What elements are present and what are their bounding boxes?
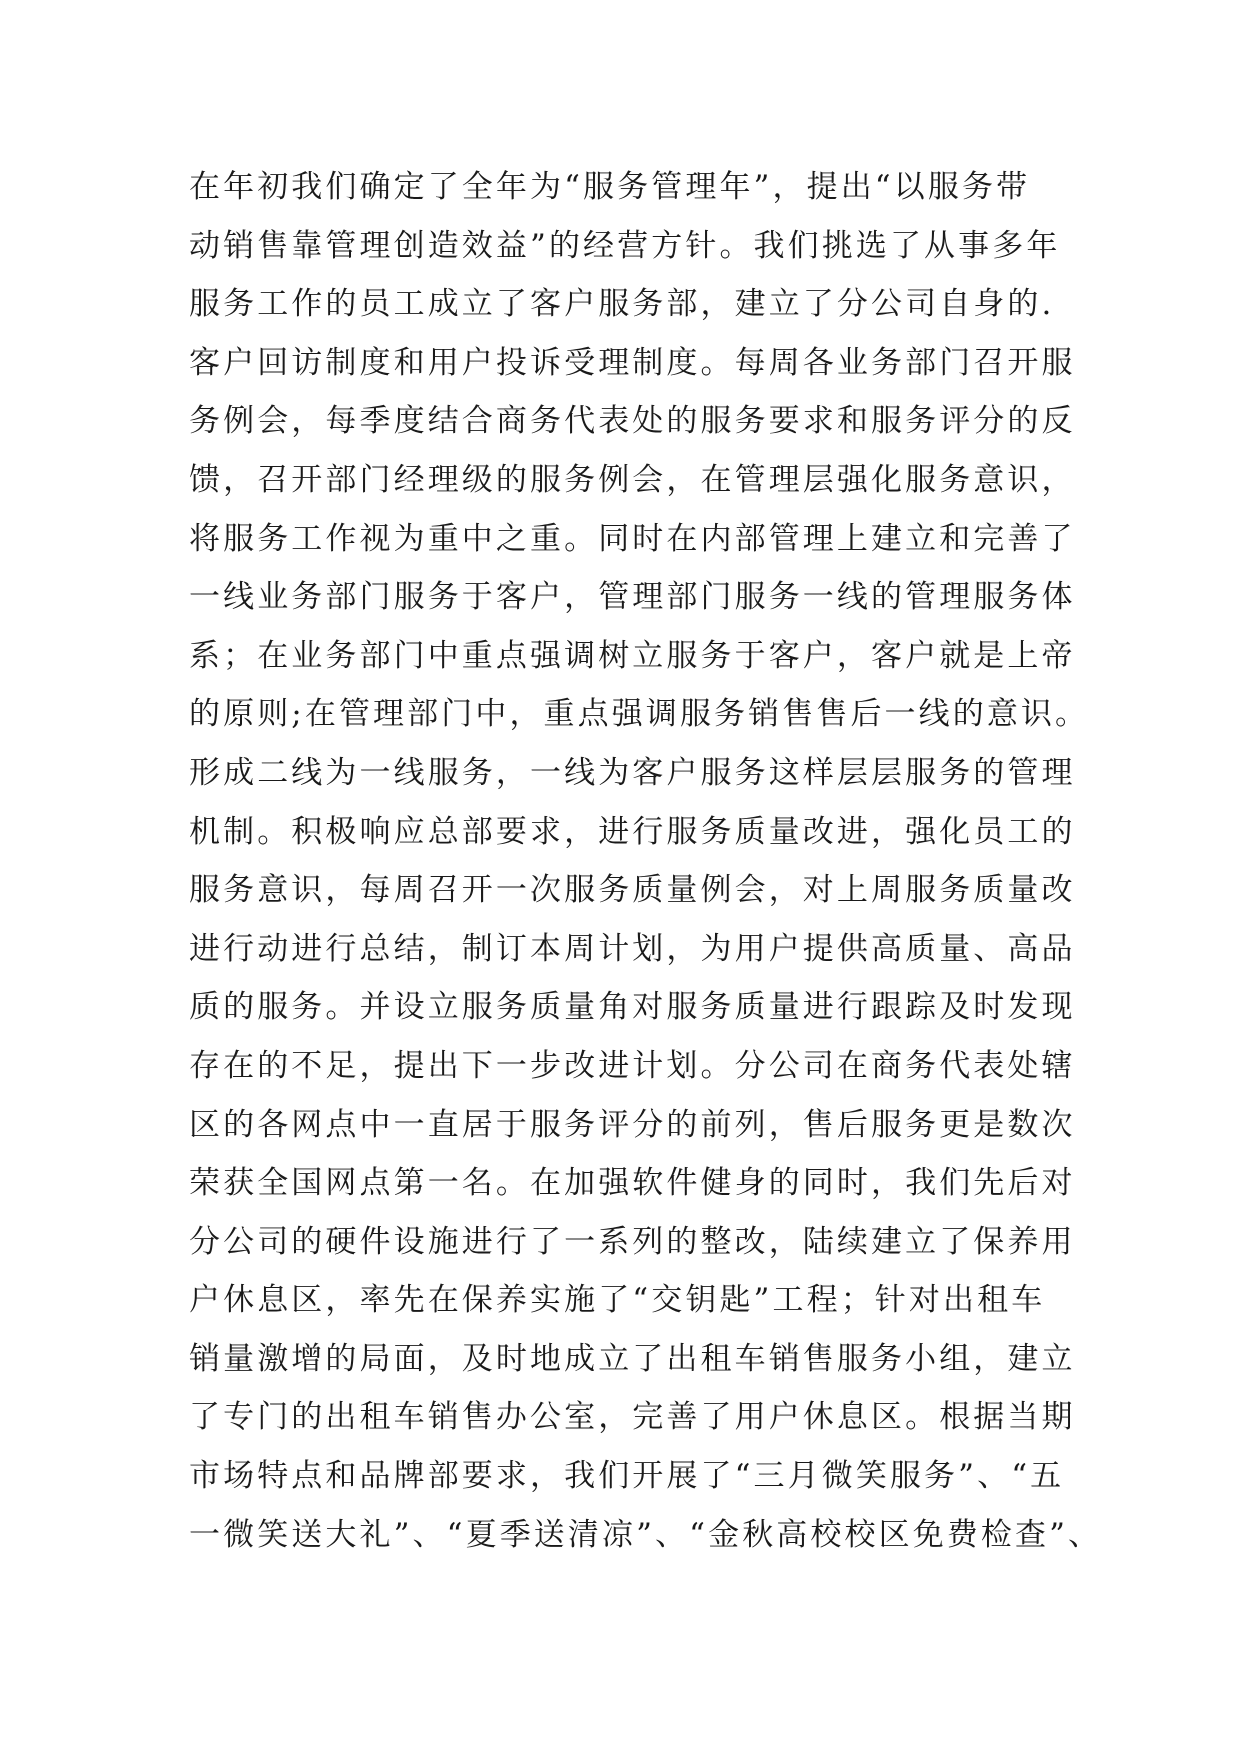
text-line: 服务工作的员工成立了客户服务部，建立了分公司自身的.: [189, 286, 1055, 323]
text-line: 馈，召开部门经理级的服务例会，在管理层强化服务意识，: [189, 461, 1076, 498]
text-line: 服务意识，每周召开一次服务质量例会，对上周服务质量改: [189, 872, 1076, 909]
text-line: 区的各网点中一直居于服务评分的前列，售后服务更是数次: [189, 1106, 1076, 1143]
text-line: 形成二线为一线服务，一线为客户服务这样层层服务的管理: [189, 754, 1076, 791]
text-line: 销量激增的局面，及时地成立了出租车销售服务小组，建立: [189, 1340, 1076, 1377]
text-line: 分公司的硬件设施进行了一系列的整改，陆续建立了保养用: [189, 1223, 1076, 1260]
text-line: 质的服务。并设立服务质量角对服务质量进行跟踪及时发现: [189, 989, 1076, 1026]
text-line: 务例会，每季度结合商务代表处的服务要求和服务评分的反: [189, 403, 1076, 440]
text-line: 一微笑送大礼”、“夏季送清凉”、“金秋高校校区免费检查”、: [189, 1516, 1103, 1553]
text-line: 了专门的出租车销售办公室，完善了用户休息区。根据当期: [189, 1399, 1076, 1436]
text-line: 的原则;在管理部门中，重点强调服务销售售后一线的意识。: [189, 696, 1090, 733]
body-text: [189, 158, 1103, 1564]
text-line: 市场特点和品牌部要求，我们开展了“三月微笑服务”、“五: [189, 1458, 1065, 1495]
text-line: 户休息区，率先在保养实施了“交钥匙”工程；针对出租车: [189, 1282, 1046, 1319]
text-line: 系；在业务部门中重点强调树立服务于客户，客户就是上帝: [189, 637, 1076, 674]
text-line: 进行动进行总结，制订本周计划，为用户提供高质量、高品: [189, 930, 1076, 967]
text-line: 动销售靠管理创造效益”的经营方针。我们挑选了从事多年: [189, 227, 1061, 264]
text-line: 荣获全国网点第一名。在加强软件健身的同时，我们先后对: [189, 1165, 1076, 1202]
text-line: 将服务工作视为重中之重。同时在内部管理上建立和完善了: [189, 520, 1076, 557]
text-line: 机制。积极响应总部要求，进行服务质量改进，强化员工的: [189, 813, 1076, 850]
text-line: 一线业务部门服务于客户，管理部门服务一线的管理服务体: [189, 579, 1076, 616]
text-line: 在年初我们确定了全年为“服务管理年”，提出“以服务带: [189, 169, 1031, 205]
text-line: 客户回访制度和用户投诉受理制度。每周各业务部门召开服: [189, 344, 1076, 381]
text-line: 存在的不足，提出下一步改进计划。分公司在商务代表处辖: [189, 1047, 1076, 1084]
